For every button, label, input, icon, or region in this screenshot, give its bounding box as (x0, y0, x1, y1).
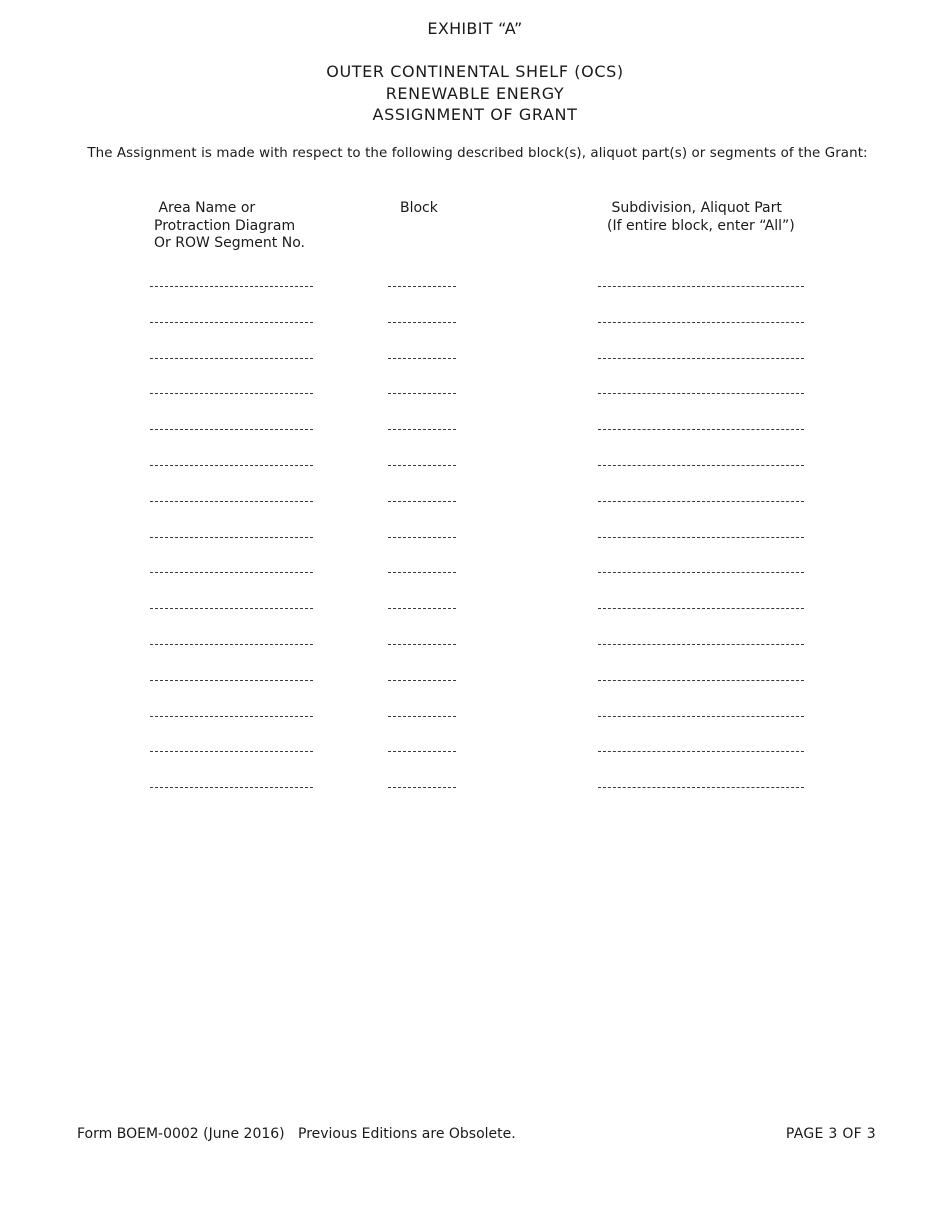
area-blank-line[interactable] (150, 358, 313, 359)
entry-row (0, 429, 950, 431)
exhibit-label: EXHIBIT “A” (427, 19, 523, 38)
subdivision-blank-line[interactable] (598, 572, 804, 573)
area-blank-line[interactable] (150, 644, 313, 645)
column-header-area (154, 200, 305, 253)
block-blank-line[interactable] (388, 537, 456, 538)
area-blank-line[interactable] (150, 680, 313, 681)
block-blank-line[interactable] (388, 716, 456, 717)
block-blank-line[interactable] (388, 322, 456, 323)
area-blank-line[interactable] (150, 787, 313, 788)
column-header-area-line: Area Name or (154, 200, 256, 216)
block-blank-line[interactable] (388, 393, 456, 394)
form-identifier: Form BOEM-0002 (June 2016) Previous Editions are Obsolete. (77, 1126, 516, 1142)
block-blank-line[interactable] (388, 286, 456, 287)
block-blank-line[interactable] (388, 358, 456, 359)
block-blank-line[interactable] (388, 608, 456, 609)
area-blank-line[interactable] (150, 716, 313, 717)
page-number: PAGE 3 OF 3 (785, 1126, 876, 1142)
entry-row (0, 501, 950, 503)
block-blank-line[interactable] (388, 787, 456, 788)
title-line-ocs: OUTER CONTINENTAL SHELF (OCS) (326, 62, 624, 81)
subdivision-blank-line[interactable] (598, 537, 804, 538)
entry-row (0, 537, 950, 539)
column-header-block (400, 200, 438, 218)
area-blank-line[interactable] (150, 286, 313, 287)
block-blank-line[interactable] (388, 572, 456, 573)
form-title (0, 61, 950, 126)
entry-row (0, 393, 950, 395)
title-line-renewable-energy: RENEWABLE ENERGY (385, 83, 565, 103)
block-blank-line[interactable] (388, 429, 456, 430)
area-blank-line[interactable] (150, 608, 313, 609)
subdivision-blank-line[interactable] (598, 465, 804, 466)
column-header-area-line: Protraction Diagram (154, 217, 296, 234)
block-blank-line[interactable] (388, 501, 456, 502)
subdivision-blank-line[interactable] (598, 393, 804, 394)
subdivision-blank-line[interactable] (598, 501, 804, 502)
entry-row (0, 680, 950, 682)
column-header-area-line: Or ROW Segment No. (154, 235, 305, 251)
subdivision-blank-line[interactable] (598, 751, 804, 752)
title-line-assignment-of-grant: ASSIGNMENT OF GRANT (372, 105, 578, 124)
subdivision-blank-line[interactable] (598, 358, 804, 359)
area-blank-line[interactable] (150, 393, 313, 394)
area-blank-line[interactable] (150, 322, 313, 323)
column-header-block-line: Block (400, 200, 438, 216)
block-blank-line[interactable] (388, 680, 456, 681)
entry-row (0, 787, 950, 789)
entry-row (0, 322, 950, 324)
entry-row (0, 644, 950, 646)
column-header-subdivision-line: (If entire block, enter “All”) (607, 217, 795, 234)
entry-row (0, 608, 950, 610)
entry-row (0, 716, 950, 718)
column-header-subdivision-line: Subdivision, Aliquot Part (607, 200, 782, 216)
area-blank-line[interactable] (150, 429, 313, 430)
entry-row (0, 465, 950, 467)
entry-row (0, 572, 950, 574)
subdivision-blank-line[interactable] (598, 716, 804, 717)
block-blank-line[interactable] (388, 465, 456, 466)
area-blank-line[interactable] (150, 501, 313, 502)
entry-row (0, 286, 950, 288)
subdivision-blank-line[interactable] (598, 286, 804, 287)
subdivision-blank-line[interactable] (598, 787, 804, 788)
area-blank-line[interactable] (150, 751, 313, 752)
subdivision-blank-line[interactable] (598, 322, 804, 323)
subdivision-blank-line[interactable] (598, 680, 804, 681)
area-blank-line[interactable] (150, 537, 313, 538)
block-blank-line[interactable] (388, 644, 456, 645)
area-blank-line[interactable] (150, 572, 313, 573)
entry-row (0, 751, 950, 753)
subdivision-blank-line[interactable] (598, 644, 804, 645)
block-blank-line[interactable] (388, 751, 456, 752)
column-header-subdivision (607, 200, 795, 235)
area-blank-line[interactable] (150, 465, 313, 466)
intro-statement: The Assignment is made with respect to the following described block(s), aliquot part(s) or segments of the Grant: (87, 146, 868, 161)
subdivision-blank-line[interactable] (598, 608, 804, 609)
subdivision-blank-line[interactable] (598, 429, 804, 430)
entry-row (0, 358, 950, 360)
